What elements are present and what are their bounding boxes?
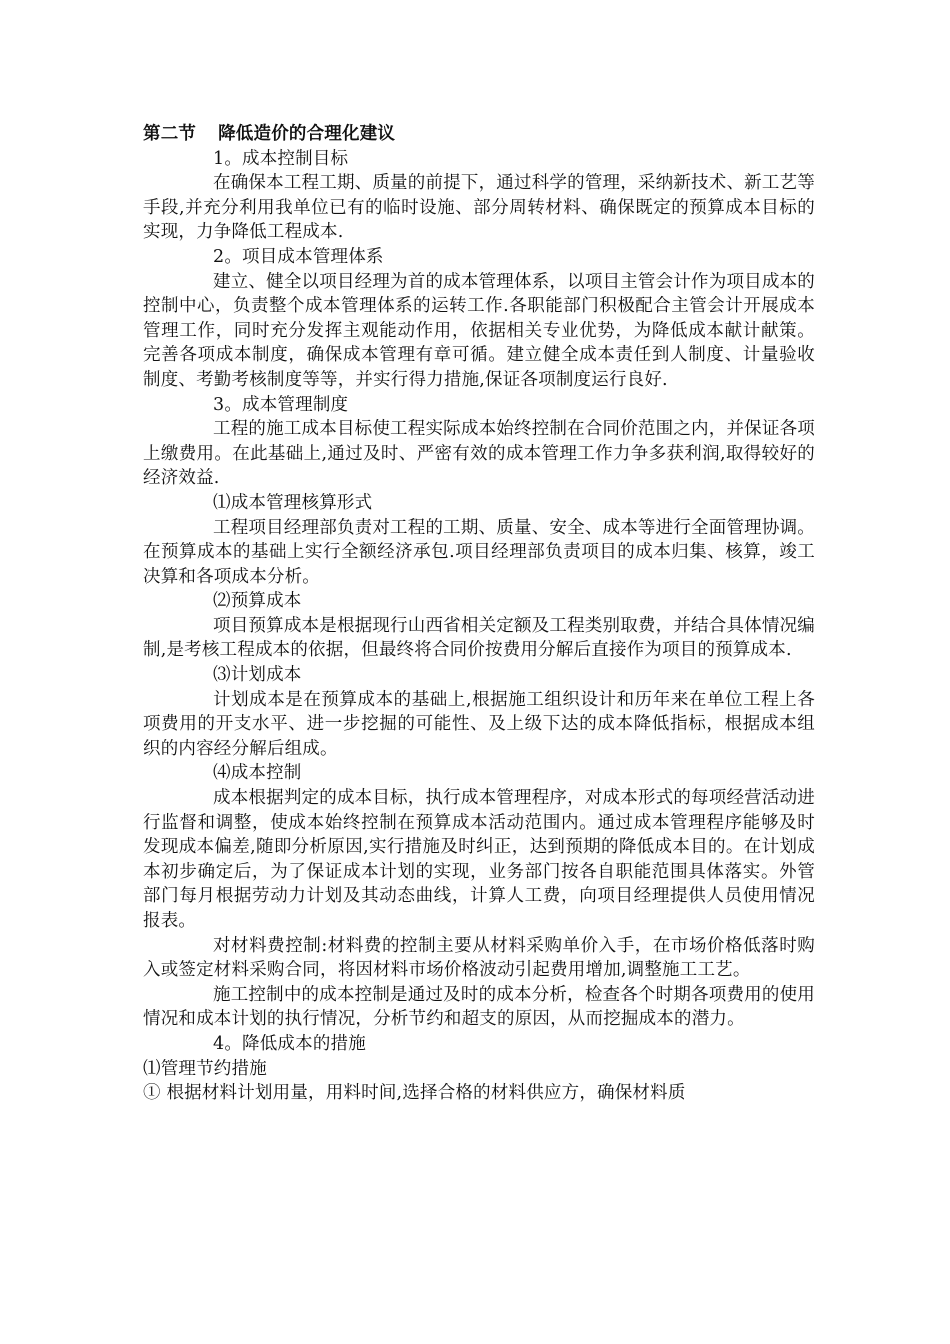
- subheading: 1。成本控制目标: [213, 148, 349, 169]
- subheading: 4。降低成本的措施: [213, 1033, 366, 1054]
- paragraph: 在确保本工程工期、质量的前提下，通过科学的管理，采纳新技术、新工艺等手段,并充分利用我单位已有的临时设施、部分周转材料、确保既定的预算成本目标的实现，力争降低工程成本.: [143, 173, 815, 243]
- subheading: 3。成本管理制度: [213, 394, 349, 415]
- subheading: ⑶计划成本: [213, 665, 302, 686]
- document-page: [143, 122, 815, 1106]
- section-title: 降低造价的合理化建议: [218, 124, 396, 144]
- subheading: ⑵预算成本: [213, 591, 302, 612]
- paragraph: 工程的施工成本目标使工程实际成本始终控制在合同价范围之内，并保证各项上缴费用。在此基础上,通过及时、严密有效的成本管理工作力争多获利润,取得较好的经济效益.: [143, 419, 815, 489]
- paragraph: 成本根据判定的成本目标，执行成本管理程序，对成本形式的每项经营活动进行监督和调整，使成本始终控制在预算成本活动范围内。通过成本管理程序能够及时发现成本偏差,随即分析原因,实行措施及时纠正，达到预期的降低成本目的。在计划成本初步确定后，为了保证成本计划的实现，业务部门按各自职能范围具体落实。外管部门每月根据劳动力计划及其动态曲线，计算人工费，向项目经理提供人员使用情况报表。: [143, 788, 815, 931]
- paragraph: 项目预算成本是根据现行山西省相关定额及工程类别取费，并结合具体情况编制,是考核工程成本的依据，但最终将合同价按费用分解后直接作为项目的预算成本.: [143, 615, 815, 661]
- paragraph: 计划成本是在预算成本的基础上,根据施工组织设计和历年来在单位工程上各项费用的开支水平、进一步挖掘的可能性、及上级下达的成本降低指标，根据成本组织的内容经分解后组成。: [143, 689, 815, 759]
- section-heading: [143, 122, 815, 147]
- list-item: ⑴管理节约措施: [143, 1058, 267, 1079]
- section-number: 第二节: [143, 124, 197, 144]
- subheading: ⑷成本控制: [213, 763, 302, 784]
- paragraph: 工程项目经理部负责对工程的工期、质量、安全、成本等进行全面管理协调。在预算成本的基础上实行全额经济承包.项目经理部负责项目的成本归集、核算，竣工决算和各项成本分析。: [143, 517, 815, 587]
- paragraph: 建立、健全以项目经理为首的成本管理体系，以项目主管会计作为项目成本的控制中心，负责整个成本管理体系的运转工作.各职能部门积极配合主管会计开展成本管理工作，同时充分发挥主观能动作用，依据相关专业优势，为降低成本献计献策。完善各项成本制度，确保成本管理有章可循。建立健全成本责任到人制度、计量验收制度、考勤考核制度等等，并实行得力措施,保证各项制度运行良好.: [143, 271, 815, 390]
- paragraph: 对材料费控制:材料费的控制主要从材料采购单价入手，在市场价格低落时购入或签定材料采购合同，将因材料市场价格波动引起费用增加,调整施工工艺。: [143, 935, 815, 981]
- subheading: ⑴成本管理核算形式: [213, 492, 373, 513]
- document-body: [143, 147, 815, 1106]
- list-item: ① 根据材料计划用量，用料时间,选择合格的材料供应方，确保材料质: [143, 1083, 686, 1104]
- subheading: 2。项目成本管理体系: [213, 246, 384, 267]
- paragraph: 施工控制中的成本控制是通过及时的成本分析，检查各个时期各项费用的使用情况和成本计划的执行情况，分析节约和超支的原因，从而挖掘成本的潜力。: [143, 984, 815, 1030]
